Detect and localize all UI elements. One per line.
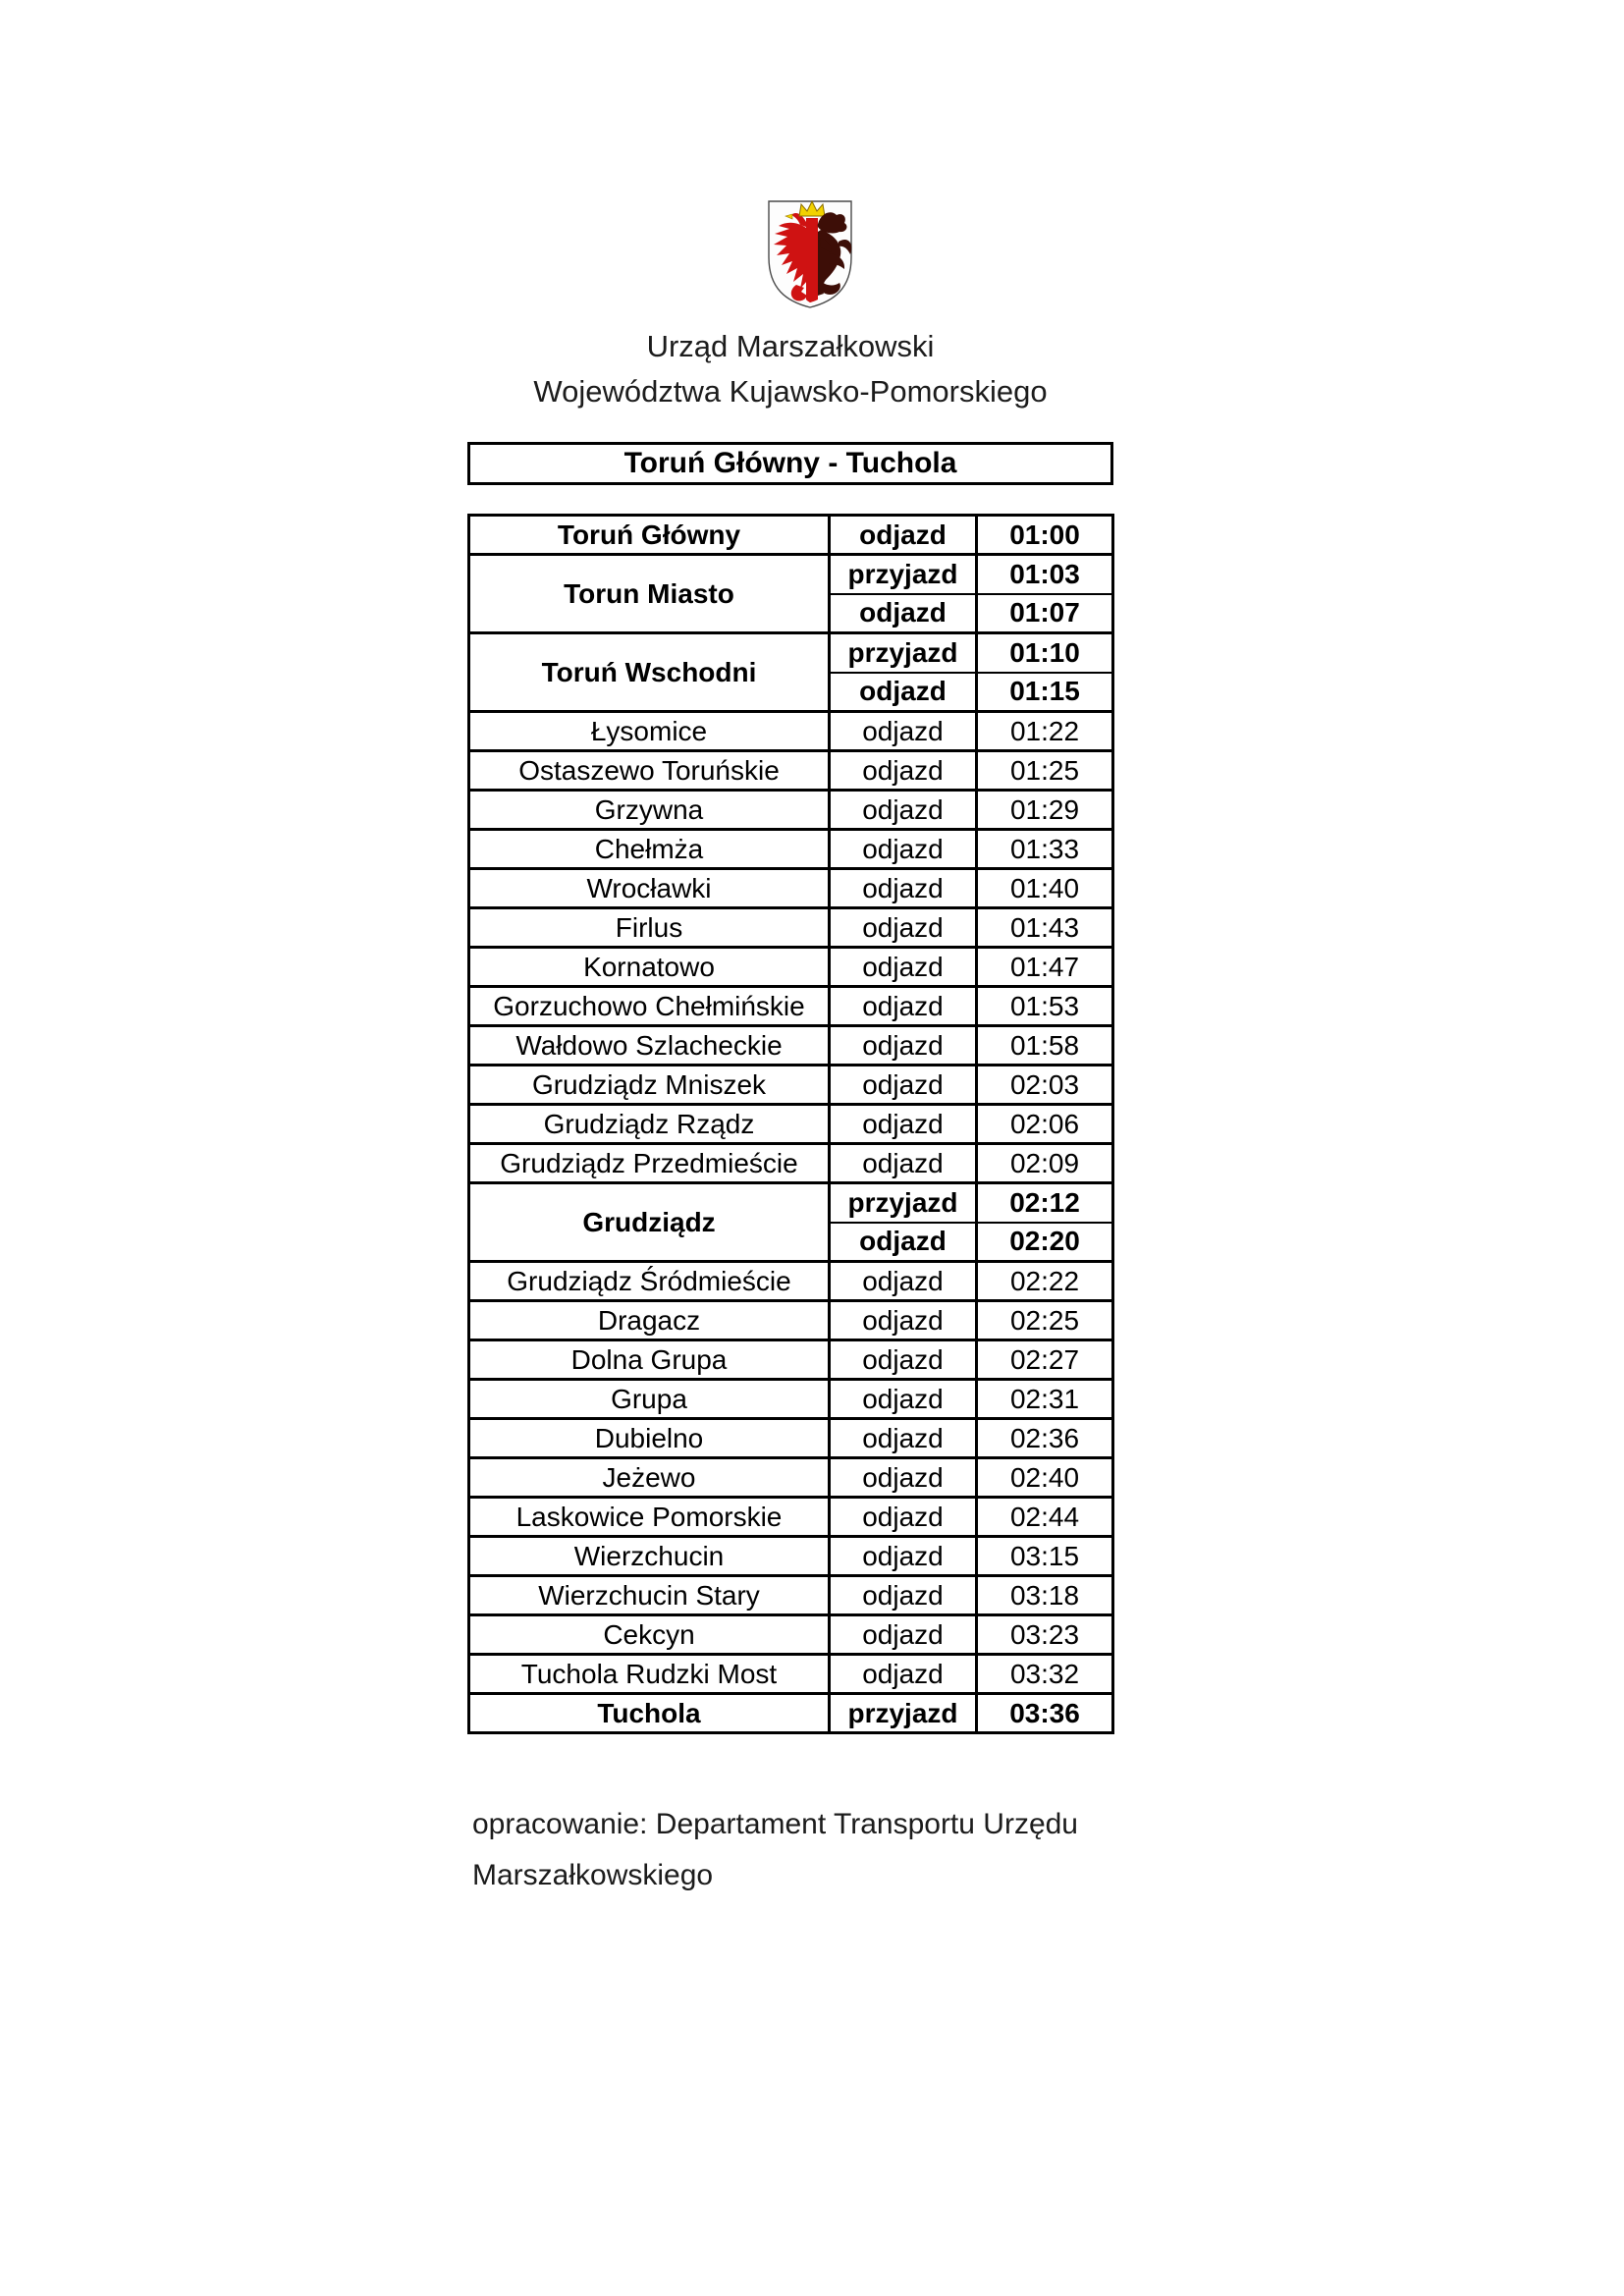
time-cell: 02:27: [977, 1340, 1113, 1380]
time-cell: 01:15: [977, 673, 1113, 712]
station-cell: Wierzchucin Stary: [469, 1576, 830, 1615]
time-cell: 03:36: [977, 1694, 1113, 1733]
time-cell: 02:44: [977, 1498, 1113, 1537]
event-cell: przyjazd: [830, 555, 977, 594]
timetable-row: [469, 1419, 1113, 1458]
route-title-box: [467, 442, 1113, 485]
station-cell: Firlus: [469, 908, 830, 948]
credit-note-line2: Marszałkowskiego: [472, 1859, 714, 1891]
event-cell: odjazd: [830, 830, 977, 869]
org-name-line1: Urząd Marszałkowski: [646, 329, 935, 363]
time-cell: 02:22: [977, 1262, 1113, 1301]
timetable-row: [469, 516, 1113, 555]
station-cell: Grudziądz Mniszek: [469, 1066, 830, 1105]
time-cell: 03:32: [977, 1655, 1113, 1694]
event-cell: odjazd: [830, 791, 977, 830]
time-cell: 02:12: [977, 1183, 1113, 1223]
station-cell: Dragacz: [469, 1301, 830, 1340]
time-cell: 01:29: [977, 791, 1113, 830]
station-cell: Grudziądz Przedmieście: [469, 1144, 830, 1183]
station-cell: Grzywna: [469, 791, 830, 830]
timetable-row: [469, 1144, 1113, 1183]
timetable-row: [469, 1262, 1113, 1301]
time-cell: 02:31: [977, 1380, 1113, 1419]
timetable-row: [469, 830, 1113, 869]
station-cell: Grudziądz Rządz: [469, 1105, 830, 1144]
timetable-row: [469, 1066, 1113, 1105]
time-cell: 01:10: [977, 633, 1113, 673]
timetable-row: [469, 633, 1113, 673]
station-cell: Grudziądz: [469, 1183, 830, 1262]
timetable-row: [469, 1576, 1113, 1615]
time-cell: 02:36: [977, 1419, 1113, 1458]
timetable-row: [469, 1537, 1113, 1576]
timetable-row: [469, 908, 1113, 948]
event-cell: przyjazd: [830, 1183, 977, 1223]
station-cell: Kornatowo: [469, 948, 830, 987]
event-cell: odjazd: [830, 1223, 977, 1262]
event-cell: odjazd: [830, 673, 977, 712]
timetable-row: [469, 712, 1113, 751]
event-cell: odjazd: [830, 712, 977, 751]
timetable-row: [469, 791, 1113, 830]
station-cell: Toruń Główny: [557, 519, 741, 550]
event-cell: odjazd: [830, 1655, 977, 1694]
event-cell: odjazd: [830, 1262, 977, 1301]
timetable-row: [469, 751, 1113, 791]
time-cell: 01:07: [977, 594, 1113, 633]
time-cell: 02:09: [977, 1144, 1113, 1183]
station-cell: Wierzchucin: [469, 1537, 830, 1576]
event-cell: odjazd: [830, 1615, 977, 1655]
station-cell: Toruń Wschodni: [469, 633, 830, 712]
timetable-row: [469, 1301, 1113, 1340]
station-cell: Wrocławki: [469, 869, 830, 908]
time-cell: 01:40: [977, 869, 1113, 908]
timetable-row: [469, 1380, 1113, 1419]
timetable: [467, 514, 1114, 1734]
event-cell: odjazd: [830, 1576, 977, 1615]
time-cell: 03:18: [977, 1576, 1113, 1615]
event-cell: przyjazd: [830, 633, 977, 673]
station-cell: Ostaszewo Toruńskie: [469, 751, 830, 791]
event-cell: odjazd: [830, 987, 977, 1026]
org-name: [393, 324, 1188, 414]
station-cell: Cekcyn: [469, 1615, 830, 1655]
time-cell: 02:25: [977, 1301, 1113, 1340]
event-cell: odjazd: [830, 516, 977, 555]
time-cell: 03:15: [977, 1537, 1113, 1576]
time-cell: 01:53: [977, 987, 1113, 1026]
time-cell: 01:47: [977, 948, 1113, 987]
timetable-row: [469, 869, 1113, 908]
station-cell: Grupa: [469, 1380, 830, 1419]
time-cell: 01:03: [977, 555, 1113, 594]
timetable-row: [469, 1615, 1113, 1655]
timetable-row: [469, 1655, 1113, 1694]
time-cell: 01:25: [977, 751, 1113, 791]
event-cell: odjazd: [830, 1144, 977, 1183]
timetable-row: [469, 1458, 1113, 1498]
event-cell: odjazd: [830, 1026, 977, 1066]
station-cell: Tuchola: [469, 1694, 830, 1733]
event-cell: odjazd: [830, 948, 977, 987]
event-cell: odjazd: [830, 1340, 977, 1380]
station-cell: Tuchola Rudzki Most: [469, 1655, 830, 1694]
station-cell: Gorzuchowo Chełmińskie: [469, 987, 830, 1026]
event-cell: odjazd: [830, 1458, 977, 1498]
event-cell: odjazd: [830, 1537, 977, 1576]
station-cell: Laskowice Pomorskie: [469, 1498, 830, 1537]
timetable-row: [469, 1026, 1113, 1066]
timetable-row: [469, 1498, 1113, 1537]
timetable-row: [469, 1340, 1113, 1380]
event-cell: odjazd: [830, 1498, 977, 1537]
event-cell: odjazd: [830, 751, 977, 791]
event-cell: przyjazd: [830, 1694, 977, 1733]
event-cell: odjazd: [830, 1380, 977, 1419]
time-cell: 02:20: [977, 1223, 1113, 1262]
time-cell: 01:43: [977, 908, 1113, 948]
event-cell: odjazd: [830, 1105, 977, 1144]
coat-of-arms-icon: [764, 198, 856, 310]
timetable-row: [469, 555, 1113, 594]
event-cell: odjazd: [830, 594, 977, 633]
event-cell: odjazd: [830, 1419, 977, 1458]
route-title: Toruń Główny - Tuchola: [623, 447, 957, 479]
station-cell: Dolna Grupa: [469, 1340, 830, 1380]
station-cell: Łysomice: [469, 712, 830, 751]
event-cell: odjazd: [830, 1066, 977, 1105]
event-cell: odjazd: [830, 908, 977, 948]
station-cell: Chełmża: [469, 830, 830, 869]
time-cell: 03:23: [977, 1615, 1113, 1655]
event-cell: odjazd: [830, 1301, 977, 1340]
timetable-row: [469, 1183, 1113, 1223]
station-cell: Jeżewo: [469, 1458, 830, 1498]
org-name-line2: Województwa Kujawsko-Pomorskiego: [533, 374, 1048, 409]
station-cell: Grudziądz Śródmieście: [469, 1262, 830, 1301]
time-cell: 01:58: [977, 1026, 1113, 1066]
time-cell: 02:06: [977, 1105, 1113, 1144]
credit-note: [472, 1799, 1218, 1901]
station-cell: Dubielno: [469, 1419, 830, 1458]
timetable-row: [469, 987, 1113, 1026]
credit-note-line1: opracowanie: Departament Transportu Urzędu: [472, 1808, 1078, 1840]
timetable-row: [469, 1105, 1113, 1144]
time-cell: 02:40: [977, 1458, 1113, 1498]
time-cell: 01:22: [977, 712, 1113, 751]
timetable-row: [469, 1694, 1113, 1733]
time-cell: 01:00: [977, 516, 1113, 555]
event-cell: odjazd: [830, 869, 977, 908]
time-cell: 01:33: [977, 830, 1113, 869]
time-cell: 02:03: [977, 1066, 1113, 1105]
station-cell: Wałdowo Szlacheckie: [469, 1026, 830, 1066]
station-cell: Torun Miasto: [469, 555, 830, 633]
timetable-row: [469, 948, 1113, 987]
